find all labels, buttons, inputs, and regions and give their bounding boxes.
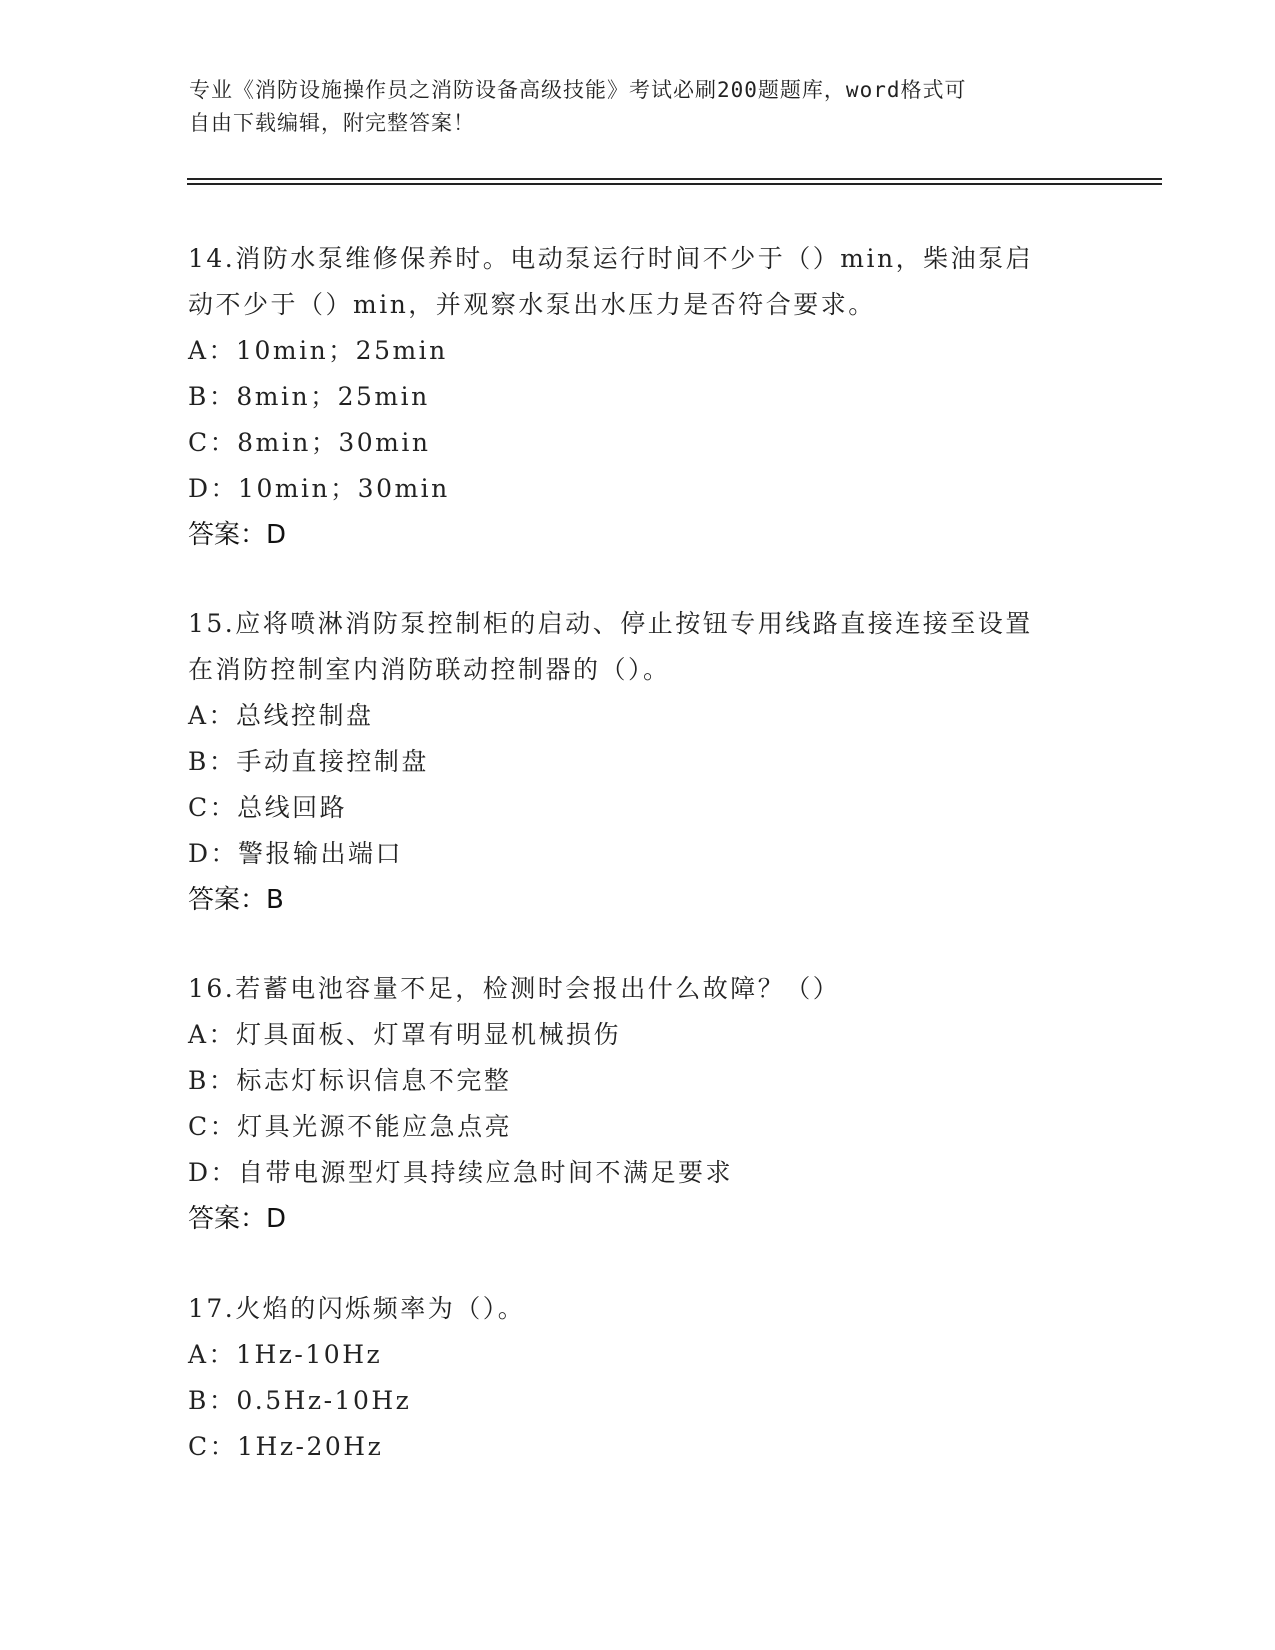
option-b: B：手动直接控制盘 xyxy=(188,747,429,776)
header-line-2: 自由下载编辑，附完整答案！ xyxy=(189,111,475,135)
option-d: D：10min；30min xyxy=(188,474,450,503)
answer-line: 答案：D xyxy=(188,520,287,550)
answer-line: 答案：D xyxy=(188,1204,287,1234)
option-d: D：自带电源型灯具持续应急时间不满足要求 xyxy=(188,1158,734,1187)
header-divider-top xyxy=(187,178,1162,180)
document-header xyxy=(189,74,1069,140)
option-a: A：灯具面板、灯罩有明显机械损伤 xyxy=(188,1020,622,1049)
option-a: A：总线控制盘 xyxy=(188,701,374,730)
header-divider-bottom xyxy=(187,183,1162,185)
option-b: B：8min；25min xyxy=(188,382,430,411)
question-text-line-1: 17.火焰的闪烁频率为（）。 xyxy=(188,1294,526,1323)
option-a: A：10min；25min xyxy=(188,336,448,365)
header-line-1: 专业《消防设施操作员之消防设备高级技能》考试必刷200题题库，word格式可 xyxy=(189,78,967,102)
question-text-line-2: 动不少于（）min，并观察水泵出水压力是否符合要求。 xyxy=(188,290,876,319)
option-c: C：总线回路 xyxy=(188,793,348,822)
question-14 xyxy=(188,236,1088,558)
question-text-line-1: 14.消防水泵维修保养时。电动泵运行时间不少于（）min，柴油泵启 xyxy=(188,244,1034,273)
option-c: C：灯具光源不能应急点亮 xyxy=(188,1112,513,1141)
option-d: D：警报输出端口 xyxy=(188,839,404,868)
question-text-line-1: 16.若蓄电池容量不足，检测时会报出什么故障？（） xyxy=(188,974,841,1003)
question-16 xyxy=(188,966,1088,1242)
option-c: C：1Hz-20Hz xyxy=(188,1432,384,1461)
question-15 xyxy=(188,601,1088,923)
option-a: A：1Hz-10Hz xyxy=(188,1340,383,1369)
question-text-line-2: 在消防控制室内消防联动控制器的（）。 xyxy=(188,655,671,684)
option-b: B：0.5Hz-10Hz xyxy=(188,1386,412,1415)
question-text-line-1: 15.应将喷淋消防泵控制柜的启动、停止按钮专用线路直接连接至设置 xyxy=(188,609,1033,638)
option-c: C：8min；30min xyxy=(188,428,431,457)
option-b: B：标志灯标识信息不完整 xyxy=(188,1066,512,1095)
answer-line: 答案：B xyxy=(188,885,284,915)
question-17 xyxy=(188,1286,1088,1470)
